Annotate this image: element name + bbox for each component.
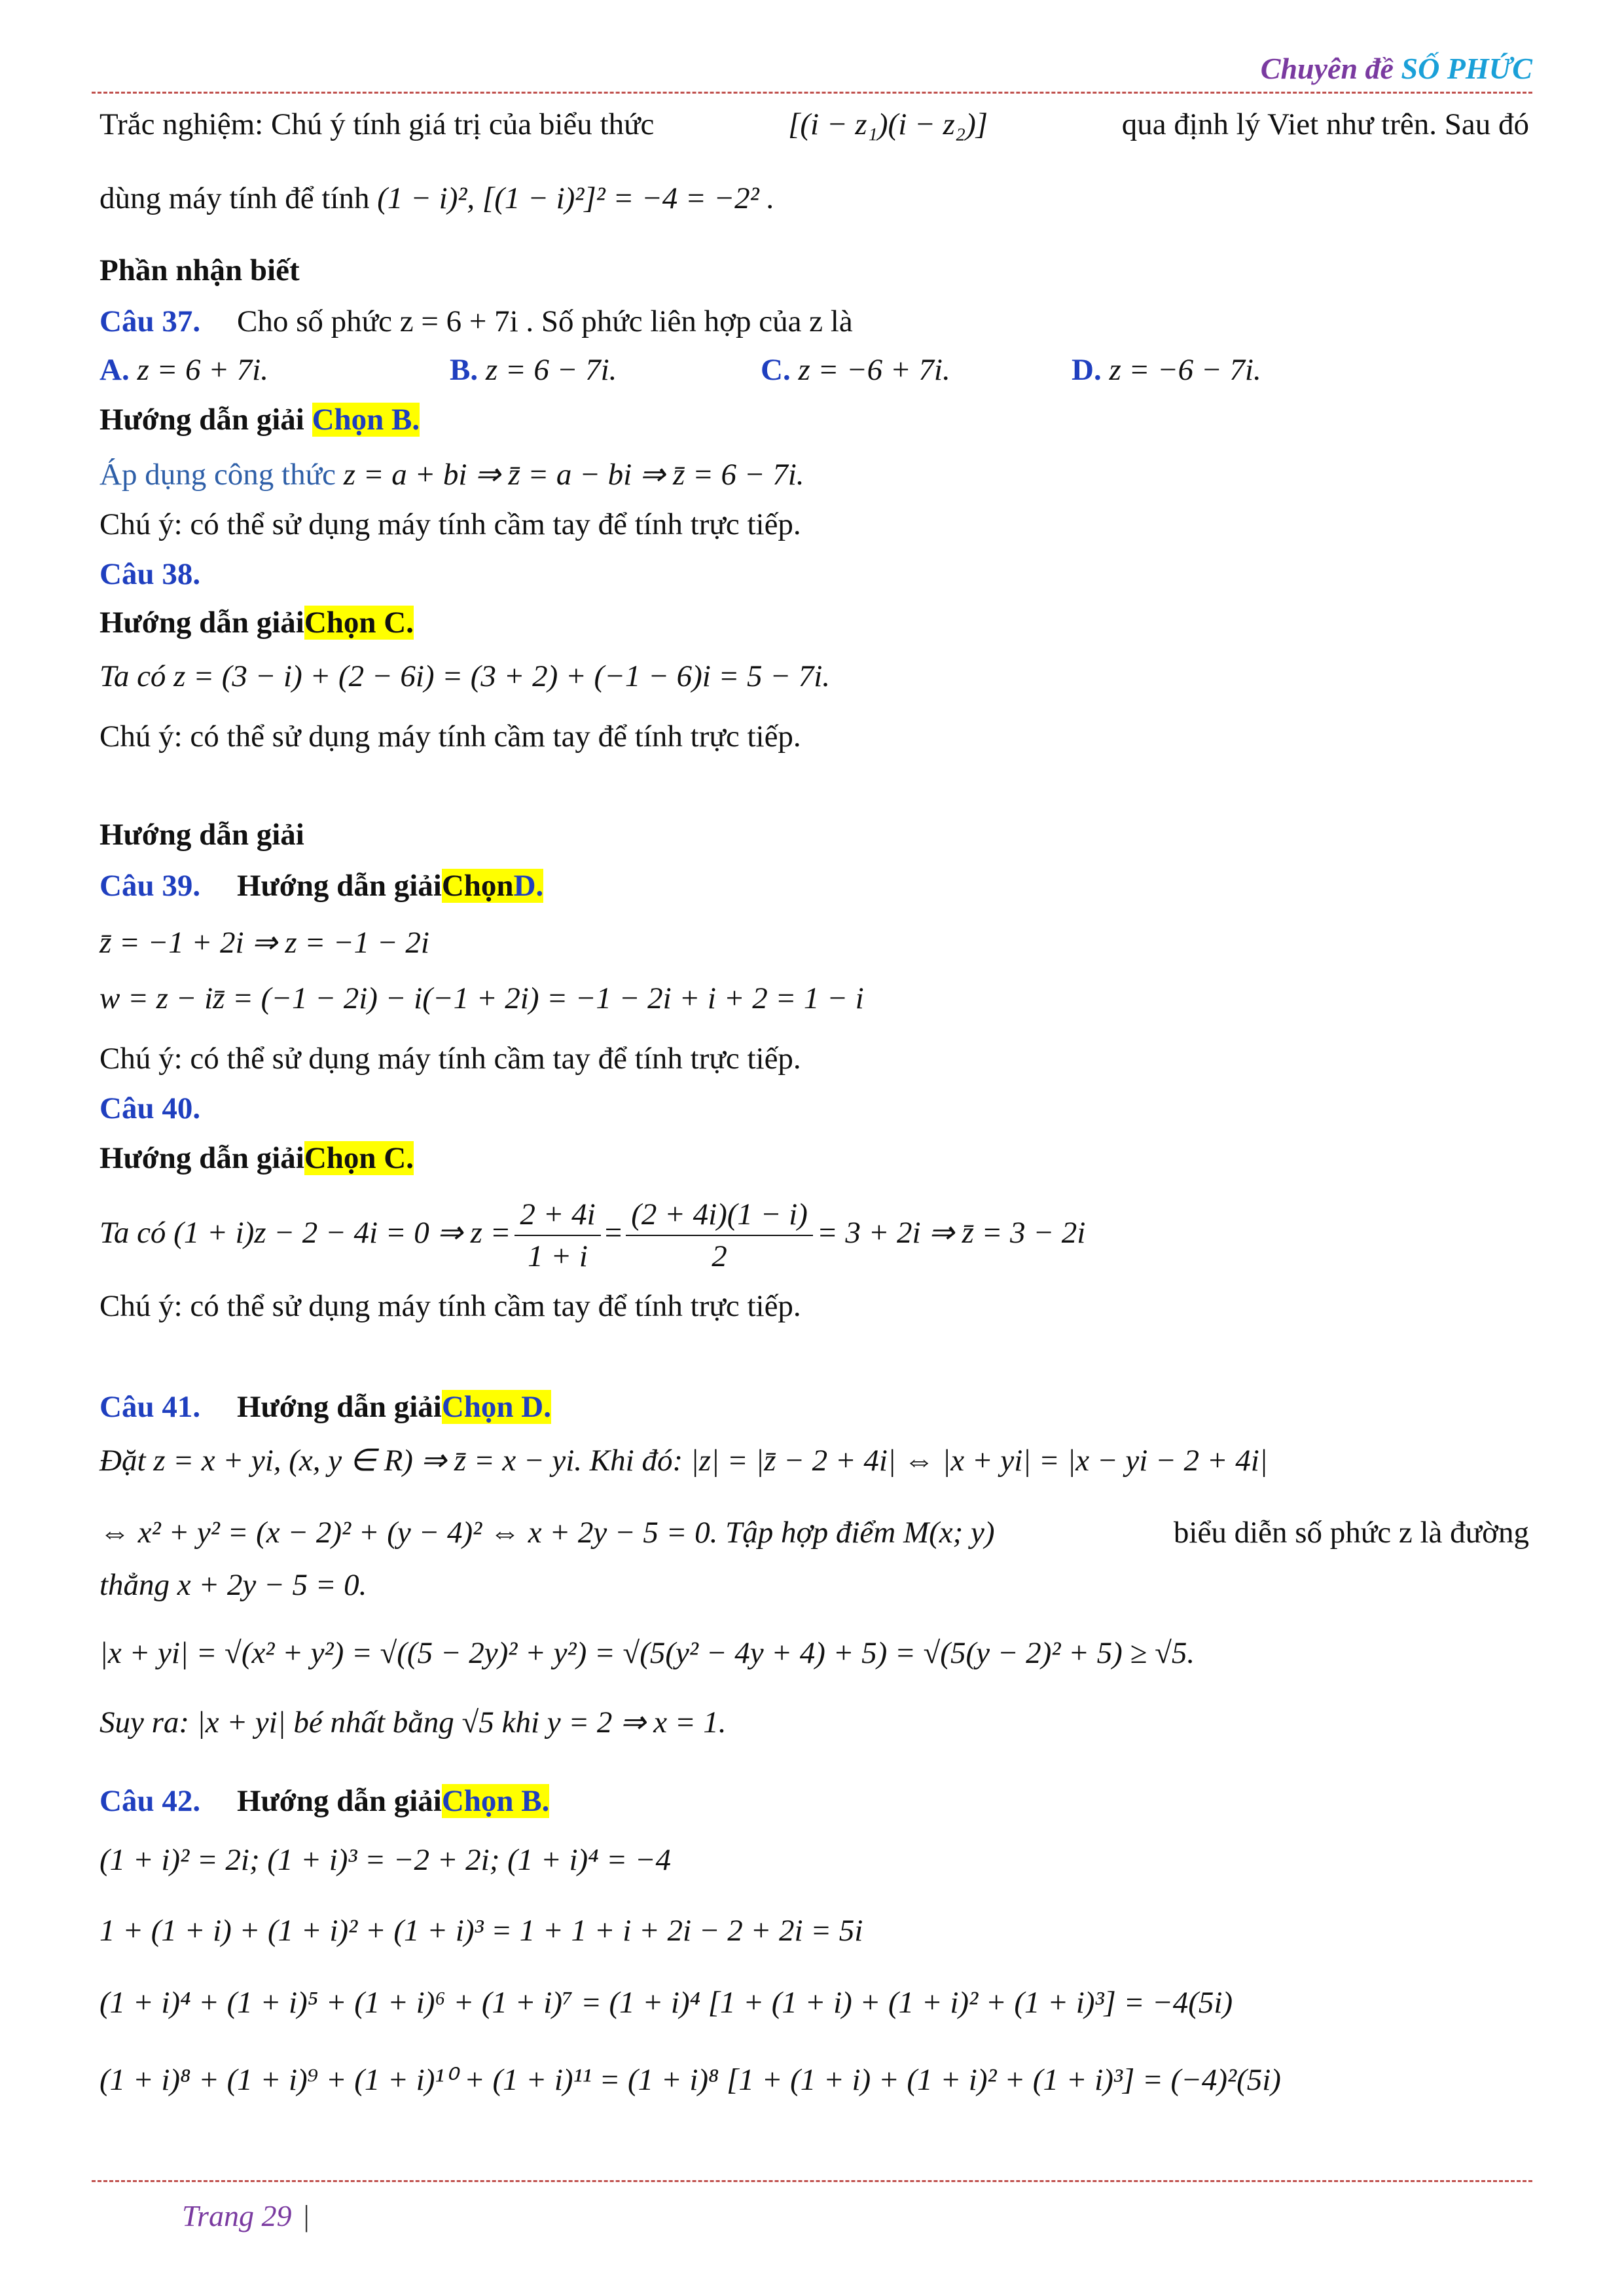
answer-choice: ChọnD. — [441, 869, 544, 903]
solution-guide-38: Hướng dẫn giảiChọn C. — [99, 606, 414, 640]
formula-line: Áp dụng công thức z = a + bi ⇒ z̄ = a − bi ⇒ z̄ = 6 − 7i. — [99, 458, 804, 492]
option-b: B. z = 6 − 7i. — [450, 353, 617, 387]
work-42-line-1: (1 + i)² = 2i; (1 + i)³ = −2 + 2i; (1 + i)⁴ = −4 — [99, 1843, 671, 1877]
solution-guide-37: Hướng dẫn giải Chọn B. — [99, 403, 420, 437]
intro-line-2: dùng máy tính để tính (1 − i)², [(1 − i)²]² = −4 = −2² . — [99, 181, 775, 215]
question-37 — [99, 299, 1529, 344]
question-42: Câu 42. Hướng dẫn giảiChọn B. — [99, 1784, 550, 1818]
question-38: Câu 38. — [99, 557, 201, 591]
work-39-line-1: z̄ = −1 + 2i ⇒ z = −1 − 2i — [99, 926, 429, 960]
work-41-line-4: |x + yi| = √(x² + y²) = √((5 − 2y)² + y²) = √(5(y² − 4y + 4) + 5) = √(5(y − 2)² + 5) ≥ √5. — [99, 1636, 1195, 1670]
answer-choice: Chọn C. — [304, 1141, 414, 1175]
lone-guide: Hướng dẫn giải — [99, 818, 304, 852]
page-header — [1261, 51, 1532, 86]
question-text: Cho số phức z = 6 + 7i . Số phức liên hợp của z là — [237, 304, 853, 338]
page-number: Trang 29 — [182, 2199, 292, 2232]
intro-line-1: Trắc nghiệm: Chú ý tính giá trị của biểu thức [(i − z₁)(i − z₂)] qua định lý Viet như trên. Sau đó — [99, 107, 1529, 141]
header-topic: SỐ PHỨC — [1401, 52, 1532, 85]
solution-guide-40: Hướng dẫn giảiChọn C. — [99, 1141, 414, 1175]
answer-choice: Chọn B. — [441, 1784, 550, 1818]
question-label: Câu 37. — [99, 304, 201, 338]
question-41: Câu 41. Hướng dẫn giảiChọn D. — [99, 1390, 551, 1424]
note-40: Chú ý: có thể sử dụng máy tính cầm tay để tính trực tiếp. — [99, 1289, 801, 1323]
note-37: Chú ý: có thể sử dụng máy tính cầm tay để tính trực tiếp. — [99, 507, 801, 541]
work-41-line-1: Đặt z = x + yi, (x, y ∈ R) ⇒ z̄ = x − yi. Khi đó: |z| = |z̄ − 2 + 4i| ⇔ |x + yi| = |x − yi − 2 + 4i| — [99, 1444, 1268, 1478]
fraction-2: $\frac{(2 + 4i)(1 - i)}{2}$ — [626, 1194, 813, 1277]
answer-choice: Chọn D. — [441, 1390, 551, 1424]
work-41-line-2: ⇔ x² + y² = (x − 2)² + (y − 4)² ⇔ x + 2y − 5 = 0. Tập hợp điểm M(x; y) biểu diễn số phức z là đường — [99, 1516, 1529, 1550]
work-41-line-5: Suy ra: |x + yi| bé nhất bằng √5 khi y = 2 ⇒ x = 1. — [99, 1705, 727, 1740]
fraction-1: $\frac{2 + 4i}{1 + i}$ — [514, 1194, 600, 1277]
work-42-line-3: (1 + i)⁴ + (1 + i)⁵ + (1 + i)⁶ + (1 + i)⁷ = (1 + i)⁴ [1 + (1 + i) + (1 + i)² + (1 + i)³] = −4(5i) — [99, 1986, 1233, 2020]
work-42-line-4: (1 + i)⁸ + (1 + i)⁹ + (1 + i)¹⁰ + (1 + i)¹¹ = (1 + i)⁸ [1 + (1 + i) + (1 + i)² + (1 + i)³] = (−4)²(5i) — [99, 2063, 1281, 2097]
footer-divider — [92, 2180, 1532, 2182]
work-38: Ta có z = (3 − i) + (2 − 6i) = (3 + 2) + (−1 − 6)i = 5 − 7i. — [99, 659, 831, 693]
work-39-line-2: w = z − iz̄ = (−1 − 2i) − i(−1 + 2i) = −1 − 2i + i + 2 = 1 − i — [99, 981, 864, 1015]
option-d: D. z = −6 − 7i. — [1072, 353, 1261, 387]
page-footer — [182, 2198, 310, 2233]
work-42-line-2: 1 + (1 + i) + (1 + i)² + (1 + i)³ = 1 + 1 + i + 2i − 2 + 2i = 5i — [99, 1914, 863, 1948]
note-38: Chú ý: có thể sử dụng máy tính cầm tay để tính trực tiếp. — [99, 720, 801, 754]
footer-bar: | — [303, 2199, 310, 2232]
header-prefix: Chuyên đề — [1260, 52, 1401, 85]
work-41-line-3: thẳng x + 2y − 5 = 0. — [99, 1568, 367, 1602]
question-39: Câu 39. Hướng dẫn giảiChọnD. — [99, 869, 544, 903]
work-40: Ta có (1 + i)z − 2 − 4i = 0 ⇒ z = $\frac{2 + 4i}{1 + i}$ = $\frac{(2 + 4i)(1 - i)}{2}$ = 3 + 2i ⇒ z̄ = 3 − 2i — [99, 1190, 1529, 1277]
option-a: A. z = 6 + 7i. — [99, 353, 268, 387]
answer-choice: Chọn C. — [304, 606, 414, 640]
question-40: Câu 40. — [99, 1091, 201, 1125]
header-divider — [92, 92, 1532, 94]
section-heading: Phần nhận biết — [99, 253, 300, 287]
note-39: Chú ý: có thể sử dụng máy tính cầm tay để tính trực tiếp. — [99, 1042, 801, 1076]
option-c: C. z = −6 + 7i. — [761, 353, 950, 387]
answer-choice: Chọn B. — [312, 403, 420, 437]
